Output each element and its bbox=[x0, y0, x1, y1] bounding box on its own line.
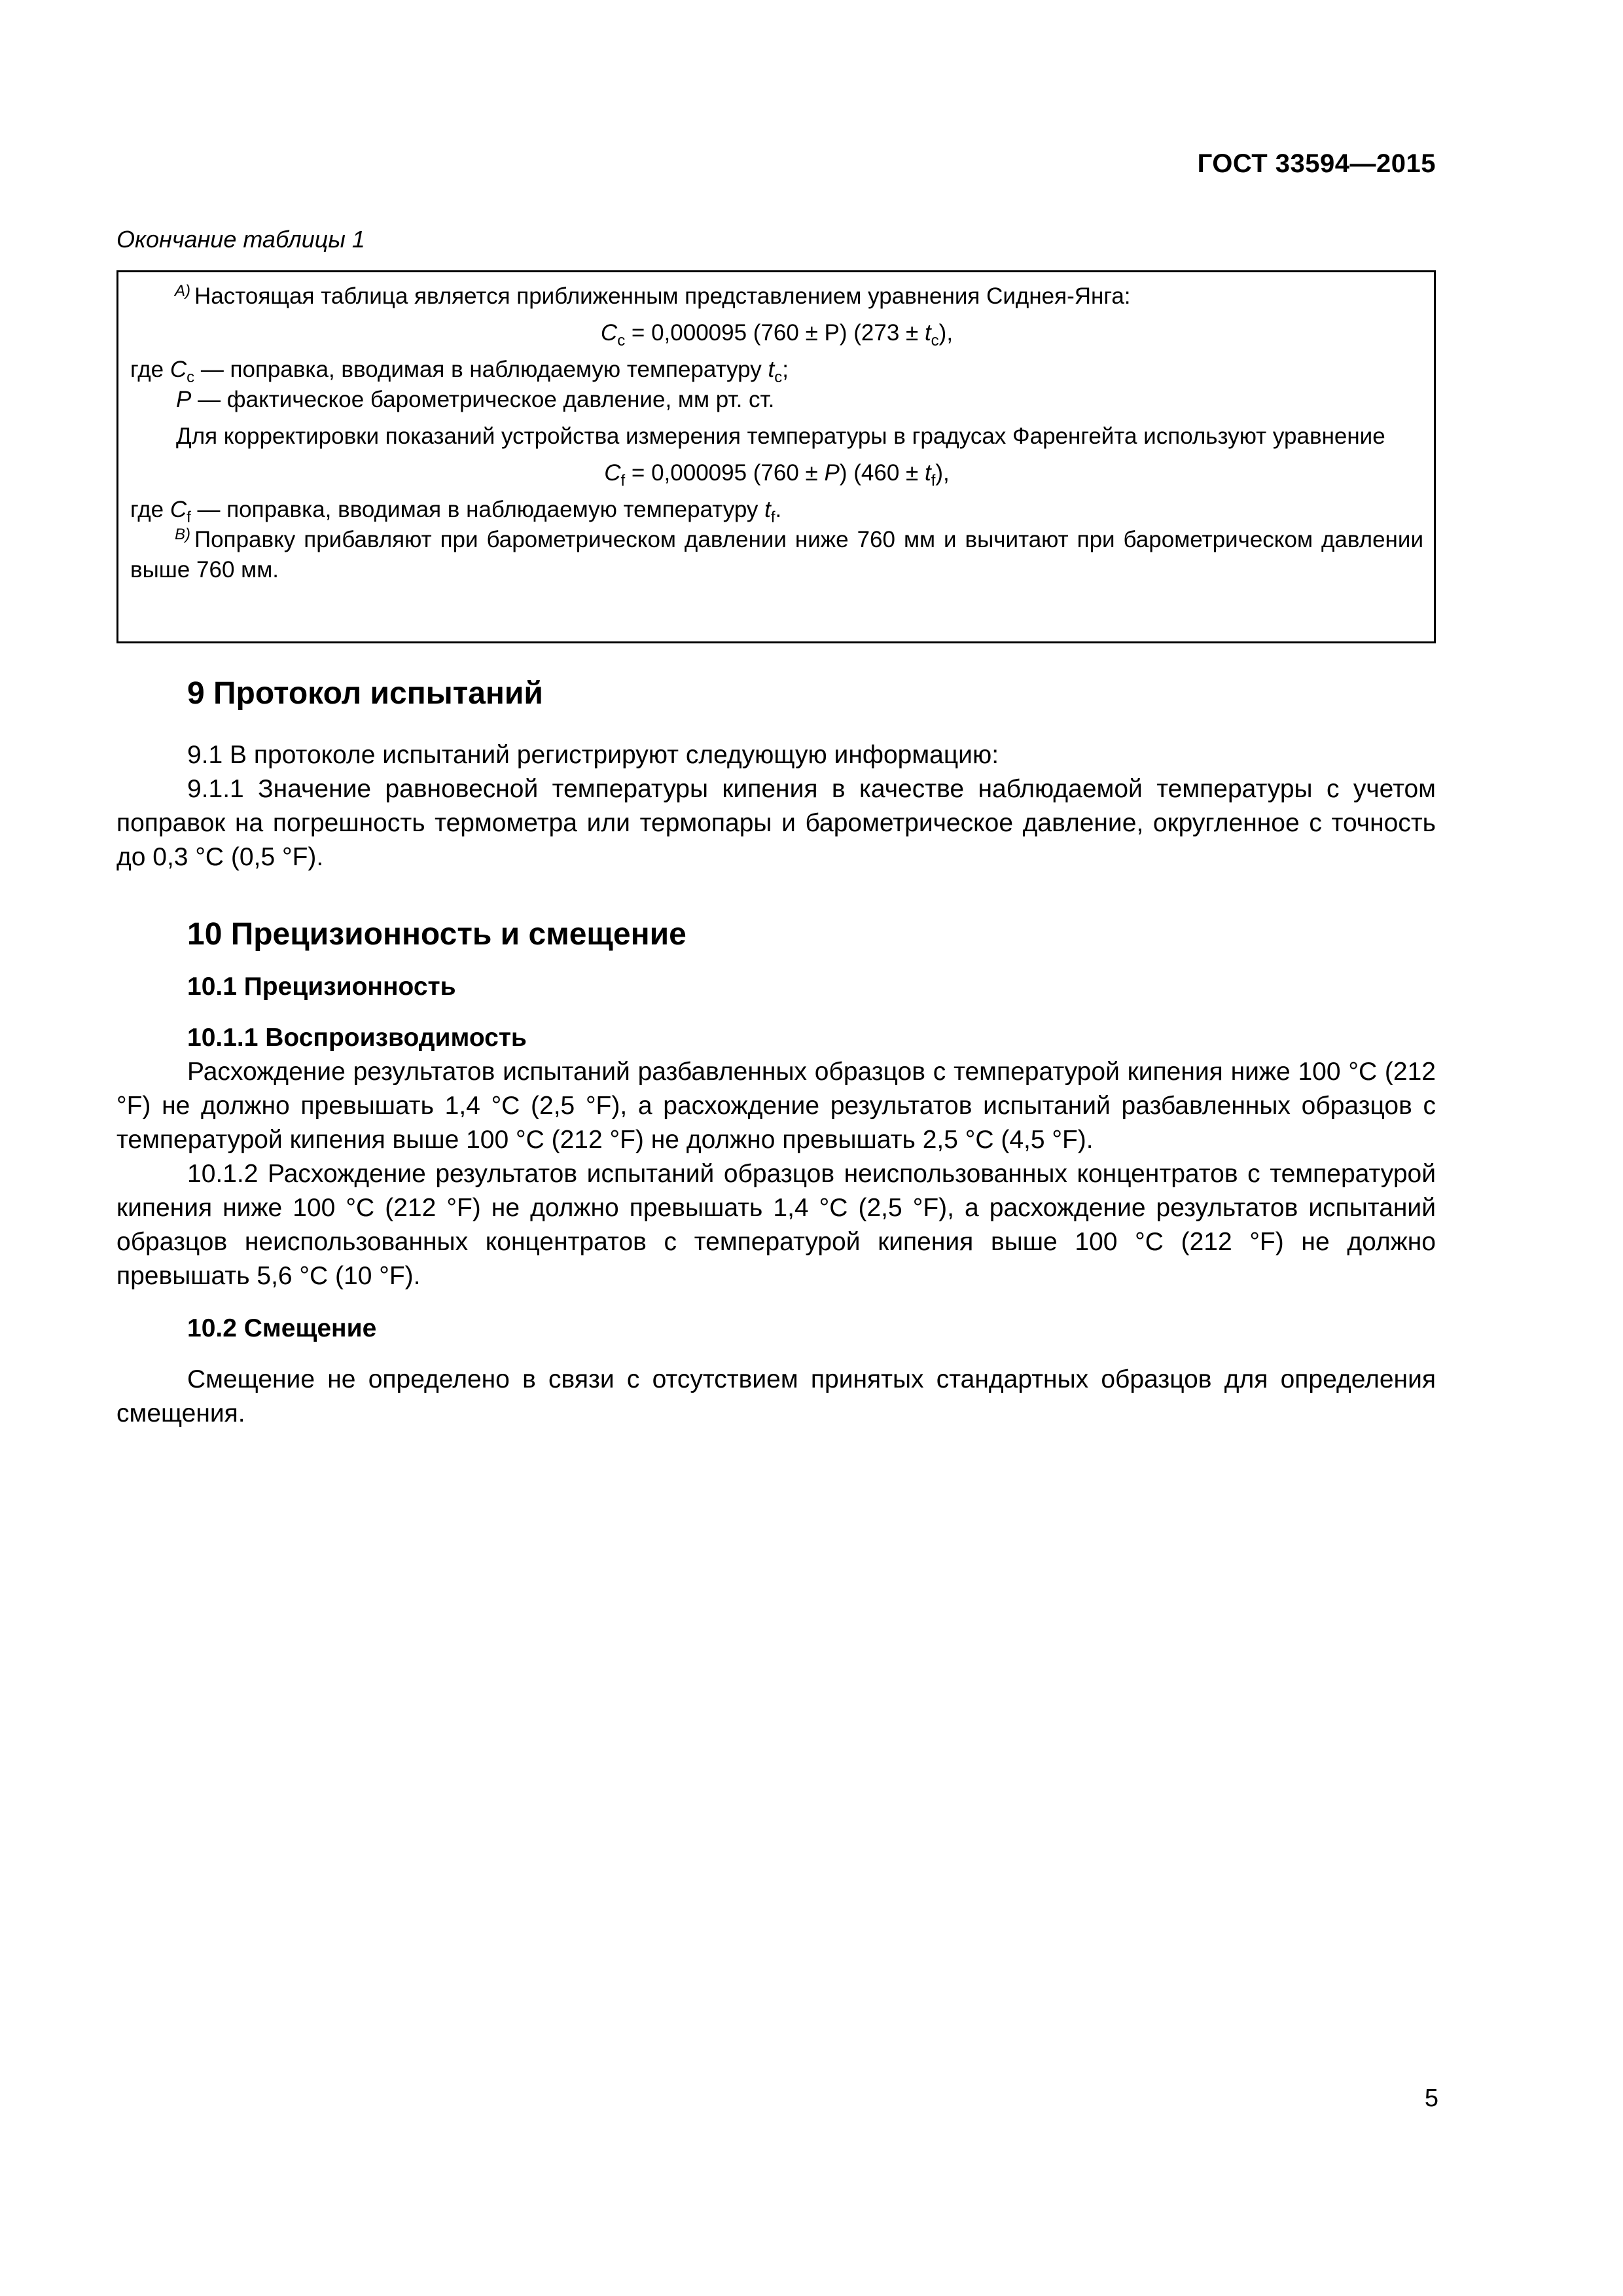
section-10-heading: 10 Прецизионность и смещение bbox=[187, 917, 687, 952]
paragraph-10-1-1: Расхождение результатов испытаний разбавленных образцов с температурой кипения ниже 100 °С (212 °F) не должно превышать 1,4 °С (2,5 °F), а расхождение результатов испытаний разбавленных образцов с температурой кипения выше 100 °С (212 °F) не должно превышать 2,5 °С (4,5 °F). bbox=[116, 1058, 1436, 1154]
subsection-10-1-heading: 10.1 Прецизионность bbox=[187, 973, 456, 1001]
footnote-b-text: Поправку прибавляют при барометрическом давлении ниже 760 мм и вычитают при барометрическом давлении выше 760 мм. bbox=[130, 527, 1423, 583]
section-9-heading: 9 Протокол испытаний bbox=[187, 676, 543, 711]
paragraph-9-1-1: 9.1.1 Значение равновесной температуры кипения в качестве наблюдаемой температуры с учетом поправок на погрешность термометра или термопары и барометрическое давление, округленное с точность до 0,3 °С (0,5 °F). bbox=[116, 775, 1436, 871]
paragraph-10-1-2: 10.1.2 Расхождение результатов испытаний образцов неиспользованных концентратов с температурой кипения ниже 100 °С (212 °F) не должно превышать 1,4 °С (2,5 °F), а расхождение результатов испытаний образцов неиспользованных концентратов с температурой кипения выше 100 °С (212 °F) не должно превышать 5,6 °С (10 °F). bbox=[116, 1160, 1436, 1290]
footnote-b-mark: B) bbox=[175, 526, 190, 543]
equation-celsius: $C_c = 0,000095$ (760 ± P) $(273 \pm t_c)$, bbox=[600, 320, 954, 350]
document-code: ГОСТ 33594—2015 bbox=[1197, 149, 1436, 178]
subsection-10-1-1-heading: 10.1.1 Воспроизводимость bbox=[187, 1024, 527, 1052]
equation-fahrenheit: $C_f = 0,000095$ (760 ± P) $(460 \pm t_f)$, bbox=[604, 460, 950, 490]
where-fahrenheit: где $C_f$ — поправка, вводимая в наблюдаемую температуру $t_f$. bbox=[130, 497, 782, 526]
paragraph-10-2: Смещение не определено в связи с отсутствием принятых стандартных образцов для определения смещения. bbox=[116, 1365, 1436, 1427]
footnote-a-text: Настоящая таблица является приближенным представлением уравнения Сиднея-Янга: bbox=[194, 283, 1131, 309]
where-celsius: где $C_c$ — поправка, вводимая в наблюдаемую температуру $t_c$; bbox=[130, 357, 789, 386]
table-continuation-caption: Окончание таблицы 1 bbox=[116, 226, 365, 253]
page-number: 5 bbox=[1424, 2085, 1438, 2112]
table-footnotes-box bbox=[116, 270, 1436, 643]
paragraph-9-1: 9.1 В протоколе испытаний регистрируют следующую информацию: bbox=[187, 741, 999, 769]
footnote-a bbox=[130, 281, 1423, 312]
fahrenheit-intro: Для корректировки показаний устройства измерения температуры в градусах Фаренгейта используют уравнение bbox=[176, 423, 1385, 449]
pressure-definition: P — фактическое барометрическое давление, мм рт. ст. bbox=[176, 387, 775, 412]
subsection-10-2-heading: 10.2 Смещение bbox=[187, 1314, 377, 1342]
footnote-a-mark: A) bbox=[175, 282, 190, 300]
footnote-b bbox=[130, 525, 1423, 585]
main-content bbox=[116, 674, 1436, 1431]
